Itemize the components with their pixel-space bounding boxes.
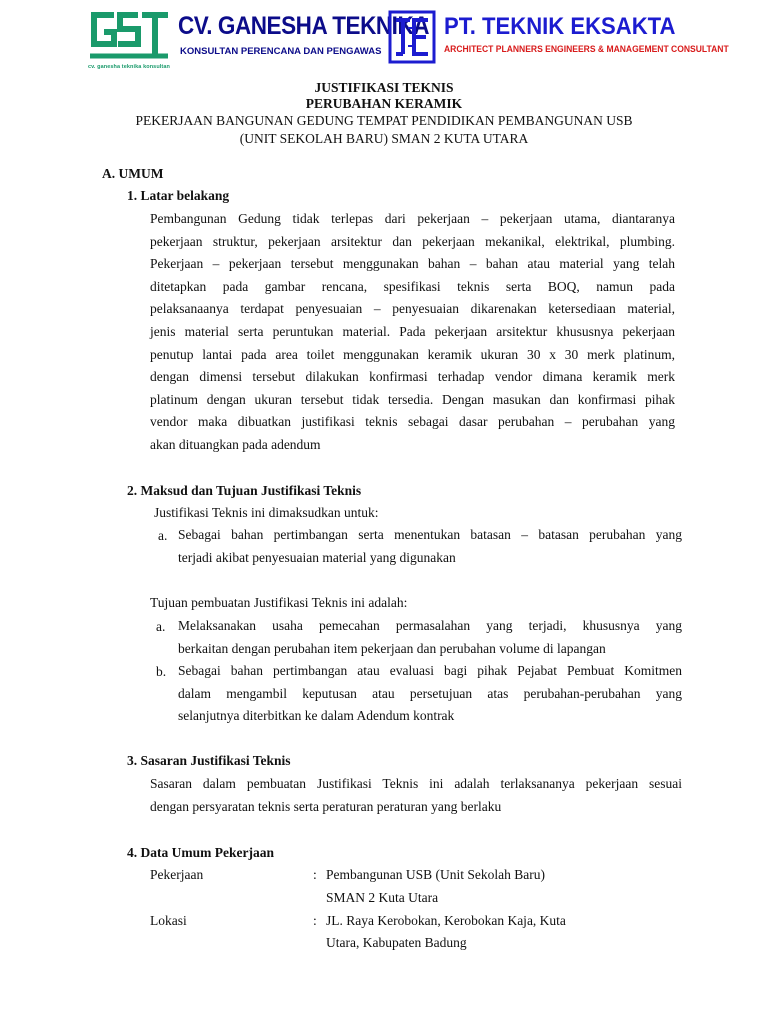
section-2-heading: 2. Maksud dan Tujuan Justifikasi Teknis <box>127 483 362 498</box>
section-4-heading: 4. Data Umum Pekerjaan <box>127 845 274 860</box>
cv-company-subtitle: KONSULTAN PERENCANA DAN PENGAWAS <box>180 46 382 57</box>
ganesha-logo-mark-icon <box>88 10 170 62</box>
teknik-eksakta-mark-icon <box>388 10 436 64</box>
list-item-line: Sebagai bahan pertimbangan serta menentukan batasan – batasan perubahan yang <box>178 527 682 542</box>
list-item-line: selanjutnya diterbitkan ke dalam Adendum kontrak <box>178 708 455 724</box>
paragraph-line: dengan dimensi tersebut dilakukan konfirmasi terhadap vendor dimana keramik merk <box>150 369 675 385</box>
ganesha-teknika-logo <box>88 10 170 76</box>
data-value-line: SMAN 2 Kuta Utara <box>326 890 439 905</box>
data-value-line: JL. Raya Kerobokan, Kerobokan Kaja, Kuta <box>326 913 566 928</box>
list-item-line: berkaitan dengan perubahan item pekerjaan dan perubahan volume di lapangan <box>178 640 606 656</box>
data-separator: : <box>313 913 317 928</box>
list-item-line: dalam mengambil keputusan atau persetujuan atas perubahan-perubahan yang <box>178 685 682 701</box>
data-label-pekerjaan: Pekerjaan <box>150 867 204 882</box>
pt-company-name: PT. TEKNIK EKSAKTA <box>444 13 676 40</box>
data-separator: : <box>313 867 317 882</box>
section-1-heading: 1. Latar belakang <box>127 188 230 203</box>
maksud-item-a <box>178 524 682 569</box>
doc-title-line-4: (UNIT SEKOLAH BARU) SMAN 2 KUTA UTARA <box>239 131 529 146</box>
paragraph-line: pelaksanaanya terdapat penyesuaian – penyesuaian dikarenakan ketersediaan material, <box>150 301 675 317</box>
teknik-eksakta-logo <box>388 10 436 64</box>
pt-company-subtitle: ARCHITECT PLANNERS ENGINEERS & MANAGEMENT CONSULTANT <box>444 44 729 55</box>
latar-belakang-paragraph <box>150 208 675 457</box>
list-item-line: Sebagai bahan pertimbangan atau evaluasi bagi pihak Pejabat Pembuat Komitmen <box>178 663 682 678</box>
tujuan-item-a <box>178 615 682 660</box>
paragraph-line: Sasaran dalam pembuatan Justifikasi Teknis ini adalah terlaksananya pekerjaan sesuai <box>150 776 682 791</box>
tujuan-intro: Tujuan pembuatan Justifikasi Teknis ini adalah: <box>150 595 408 610</box>
paragraph-line: jenis material serta peruntukan material. Pada pekerjaan arsitektur khususnya pekerjaan <box>150 323 675 339</box>
cv-company-name: CV. GANESHA TEKNIKA <box>178 12 430 40</box>
list-item-line: terjadi akibat penyesuaian material yang digunakan <box>178 549 456 565</box>
paragraph-line: penutup lantai pada area toilet menggunakan keramik ukuran 30 x 30 merk platinum, <box>150 346 675 362</box>
doc-title-line-2: PERUBAHAN KERAMIK <box>305 96 463 111</box>
paragraph-line: dengan persyaratan teknis serta peraturan peraturan yang berlaku <box>150 798 502 814</box>
doc-title-line-3: PEKERJAAN BANGUNAN GEDUNG TEMPAT PENDIDIKAN PEMBANGUNAN USB <box>135 113 633 128</box>
tujuan-item-b <box>178 660 682 728</box>
paragraph-line: akan dituangkan pada adendum <box>150 436 321 452</box>
paragraph-line: platinum dengan ukuran tersebut tidak tersedia. Dengan masukan dan konfirmasi pihak <box>150 391 675 407</box>
paragraph-line: vendor maka dibuatkan justifikasi teknis sebagai dasar perubahan – perubahan yang <box>150 414 675 430</box>
maksud-item-label: a. <box>158 528 168 543</box>
data-label-lokasi: Lokasi <box>150 913 187 928</box>
tujuan-item-label: a. <box>156 619 166 634</box>
tujuan-item-label: b. <box>156 664 167 679</box>
doc-title-line-1: JUSTIFIKASI TEKNIS <box>314 80 454 95</box>
section-a-heading: A. UMUM <box>102 166 164 181</box>
paragraph-line: Pekerjaan – pekerjaan tersebut menggunakan bahan – bahan atau material yang telah <box>150 256 675 272</box>
data-value-line: Pembangunan USB (Unit Sekolah Baru) <box>326 867 545 882</box>
list-item-line: Melaksanakan usaha pemecahan permasalahan yang terjadi, khususnya yang <box>178 618 682 633</box>
ganesha-logo-tag: cv. ganesha teknika konsultan <box>88 64 170 70</box>
letterhead <box>0 0 768 80</box>
data-value-line: Utara, Kabupaten Badung <box>326 935 467 950</box>
maksud-intro: Justifikasi Teknis ini dimaksudkan untuk: <box>154 505 379 520</box>
sasaran-paragraph <box>150 773 682 818</box>
paragraph-line: ditetapkan pada gambar rencana, spesifikasi teknis serta BOQ, namun pada <box>150 278 675 294</box>
paragraph-line: pekerjaan struktur, pekerjaan arsitektur dan pekerjaan mekanikal, elektrikal, plumbing. <box>150 233 675 249</box>
paragraph-line: Pembangunan Gedung tidak terlepas dari pekerjaan – pekerjaan utama, diantaranya <box>150 211 675 226</box>
section-3-heading: 3. Sasaran Justifikasi Teknis <box>127 753 291 768</box>
